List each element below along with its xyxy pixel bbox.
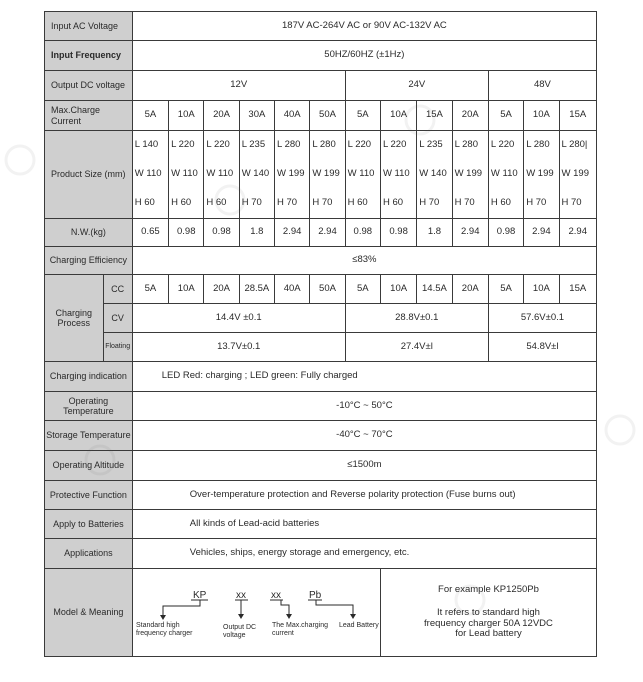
cc-cell-4: 40A	[275, 275, 310, 304]
max-current-cell-11: 10A	[524, 101, 559, 131]
max-current-cell-2: 20A	[204, 101, 239, 131]
nw-cell-4: 2.94	[275, 219, 310, 247]
size-w-cell-9: W 199	[452, 160, 488, 189]
row-protective-function	[45, 481, 597, 510]
arrow-pb	[316, 600, 353, 616]
operating-temperature-label: Operating Temperature	[45, 392, 133, 421]
size-h-cell-2: H 60	[204, 189, 239, 219]
nw-cell-7: 0.98	[380, 219, 416, 247]
applications-value: Vehicles, ships, energy storage and emergency, etc.	[132, 539, 596, 569]
nw-label: N.W.(kg)	[45, 219, 133, 247]
row-output-dc-voltage	[45, 71, 597, 101]
floating-value-12v: 13.7V±0.1	[132, 333, 345, 362]
max-current-cell-6: 5A	[345, 101, 380, 131]
input-ac-voltage-label: Input AC Voltage	[45, 12, 133, 41]
size-w-cell-3: W 140	[239, 160, 274, 189]
cv-value-24v: 28.8V±0.1	[345, 304, 488, 333]
size-w-cell-4: W 199	[275, 160, 310, 189]
code-kp: KP	[192, 590, 207, 601]
cc-cell-9: 20A	[452, 275, 488, 304]
nw-cell-12: 2.94	[559, 219, 596, 247]
max-current-cell-0: 5A	[132, 101, 168, 131]
size-h-cell-4: H 70	[275, 189, 310, 219]
size-w-cell-11: W 199	[524, 160, 559, 189]
nw-cell-8: 1.8	[417, 219, 452, 247]
model-diagram	[132, 569, 380, 657]
nw-cell-9: 2.94	[452, 219, 488, 247]
desc-standard-charger: Standard high frequency charger	[135, 622, 193, 637]
row-floating	[45, 333, 597, 362]
max-current-cell-3: 30A	[239, 101, 274, 131]
row-max-charge-current	[45, 101, 597, 131]
apply-to-batteries-value: All kinds of Lead-acid batteries	[132, 510, 596, 539]
output-voltage-48v: 48V	[488, 71, 596, 101]
row-cc	[45, 275, 597, 304]
operating-altitude-label: Operating Altitude	[45, 451, 133, 481]
nw-cell-10: 0.98	[488, 219, 523, 247]
cc-cell-7: 10A	[380, 275, 416, 304]
cc-cell-10: 5A	[488, 275, 523, 304]
row-cv	[45, 304, 597, 333]
size-h-cell-8: H 70	[417, 189, 452, 219]
row-operating-altitude	[45, 451, 597, 481]
row-size-l	[45, 131, 597, 160]
row-charging-efficiency	[45, 247, 597, 275]
row-nw	[45, 219, 597, 247]
cc-cell-8: 14.5A	[417, 275, 452, 304]
model-meaning-label: Model & Meaning	[45, 569, 133, 657]
size-h-cell-0: H 60	[132, 189, 168, 219]
row-input-ac-voltage	[45, 12, 597, 41]
output-voltage-12v: 12V	[132, 71, 345, 101]
size-h-cell-11: H 70	[524, 189, 559, 219]
size-l-cell-0: L 140	[132, 131, 168, 160]
charging-efficiency-value: ≤83%	[132, 247, 596, 275]
floating-label: Floating	[103, 333, 132, 362]
example-line-3: for Lead battery	[455, 628, 522, 640]
code-xx-1: xx	[235, 590, 246, 601]
nw-cell-11: 2.94	[524, 219, 559, 247]
row-applications	[45, 539, 597, 569]
size-l-cell-9: L 280	[452, 131, 488, 160]
row-model-meaning	[45, 569, 597, 657]
size-l-cell-11: L 280	[524, 131, 559, 160]
max-current-cell-4: 40A	[275, 101, 310, 131]
apply-to-batteries-label: Apply to Batteries	[45, 510, 133, 539]
size-l-cell-4: L 280	[275, 131, 310, 160]
storage-temperature-value: -40°C ~ 70°C	[132, 421, 596, 451]
product-size-label: Product Size (mm)	[45, 131, 133, 219]
floating-value-24v: 27.4V±l	[345, 333, 488, 362]
cc-cell-12: 15A	[559, 275, 596, 304]
size-l-cell-12: L 280|	[559, 131, 596, 160]
arrowhead-kp	[160, 615, 166, 620]
example-line-2: frequency charger 50A 12VDC	[424, 617, 553, 629]
input-ac-voltage-value: 187V AC-264V AC or 90V AC-132V AC	[132, 12, 596, 41]
nw-cell-1: 0.98	[169, 219, 204, 247]
max-current-cell-1: 10A	[169, 101, 204, 131]
max-current-cell-5: 50A	[310, 101, 345, 131]
nw-cell-3: 1.8	[239, 219, 274, 247]
desc-lead-battery: Lead Battery	[338, 622, 379, 629]
max-current-cell-7: 10A	[380, 101, 416, 131]
code-pb: Pb	[308, 590, 321, 601]
nw-cell-2: 0.98	[204, 219, 239, 247]
example-line-1: It refers to standard high	[436, 606, 540, 618]
size-w-cell-2: W 110	[204, 160, 239, 189]
size-w-cell-1: W 110	[169, 160, 204, 189]
row-charging-indication	[45, 362, 597, 392]
cv-value-12v: 14.4V ±0.1	[132, 304, 345, 333]
size-l-cell-6: L 220	[345, 131, 380, 160]
cc-cell-6: 5A	[345, 275, 380, 304]
arrowhead-xx-1	[238, 614, 244, 619]
arrow-heads	[160, 614, 356, 620]
size-w-cell-6: W 110	[345, 160, 380, 189]
max-current-cell-12: 15A	[559, 101, 596, 131]
nw-cell-6: 0.98	[345, 219, 380, 247]
cc-cell-0: 5A	[132, 275, 168, 304]
charging-process-label: Charging Process	[45, 275, 104, 362]
row-apply-to-batteries	[45, 510, 597, 539]
size-l-cell-1: L 220	[169, 131, 204, 160]
max-current-cell-9: 20A	[452, 101, 488, 131]
size-h-cell-3: H 70	[239, 189, 274, 219]
max-charge-current-label: Max.Charge Current	[45, 101, 133, 131]
desc-max-current: The Max.charging current	[271, 622, 328, 637]
applications-label: Applications	[45, 539, 133, 569]
cc-cell-5: 50A	[310, 275, 345, 304]
size-l-cell-5: L 280	[310, 131, 345, 160]
cc-label: CC	[103, 275, 132, 304]
arrow-xx-2	[281, 600, 289, 616]
charging-efficiency-label: Charging Efficiency	[45, 247, 133, 275]
nw-cell-5: 2.94	[310, 219, 345, 247]
arrowhead-pb	[350, 614, 356, 619]
input-frequency-value: 50HZ/60HZ (±1Hz)	[132, 41, 596, 71]
example-title: For example KP1250Pb	[438, 583, 539, 595]
size-h-cell-6: H 60	[345, 189, 380, 219]
size-l-cell-7: L 220	[380, 131, 416, 160]
size-w-cell-7: W 110	[380, 160, 416, 189]
cc-cell-1: 10A	[169, 275, 204, 304]
size-h-cell-10: H 60	[488, 189, 523, 219]
cc-cell-2: 20A	[204, 275, 239, 304]
model-example	[380, 569, 596, 657]
floating-value-48v: 54.8V±l	[488, 333, 596, 362]
storage-temperature-label: Storage Temperature	[45, 421, 133, 451]
size-w-cell-8: W 140	[417, 160, 452, 189]
size-l-cell-2: L 220	[204, 131, 239, 160]
protective-function-label: Protective Function	[45, 481, 133, 510]
arrow-kp	[163, 600, 200, 617]
cv-value-48v: 57.6V±0.1	[488, 304, 596, 333]
size-l-cell-10: L 220	[488, 131, 523, 160]
arrowhead-xx-2	[286, 614, 292, 619]
row-input-frequency	[45, 41, 597, 71]
row-operating-temperature	[45, 392, 597, 421]
size-l-cell-8: L 235	[417, 131, 452, 160]
nw-cell-0: 0.65	[132, 219, 168, 247]
output-dc-voltage-label: Output DC voltage	[45, 71, 133, 101]
operating-temperature-value: -10°C ~ 50°C	[132, 392, 596, 421]
operating-altitude-value: ≤1500m	[132, 451, 596, 481]
model-arrows	[163, 600, 353, 617]
size-h-cell-9: H 70	[452, 189, 488, 219]
protective-function-value: Over-temperature protection and Reverse polarity protection (Fuse burns out)	[132, 481, 596, 510]
cc-cell-3: 28.5A	[239, 275, 274, 304]
output-voltage-24v: 24V	[345, 71, 488, 101]
row-storage-temperature	[45, 421, 597, 451]
size-h-cell-1: H 60	[169, 189, 204, 219]
charging-indication-value: LED Red: charging ; LED green: Fully charged	[132, 362, 596, 392]
max-current-cell-10: 5A	[488, 101, 523, 131]
desc-output-voltage: Output DC voltage	[222, 624, 256, 639]
charging-indication-label: Charging indication	[45, 362, 133, 392]
code-xx-2: xx	[270, 590, 281, 601]
cc-cell-11: 10A	[524, 275, 559, 304]
model-diagram-svg	[133, 569, 381, 657]
size-w-cell-12: W 199	[559, 160, 596, 189]
cv-label: CV	[103, 304, 132, 333]
size-l-cell-3: L 235	[239, 131, 274, 160]
size-h-cell-12: H 70	[559, 189, 596, 219]
input-frequency-label: Input Frequency	[45, 41, 133, 71]
max-current-cell-8: 15A	[417, 101, 452, 131]
size-w-cell-5: W 199	[310, 160, 345, 189]
size-h-cell-5: H 70	[310, 189, 345, 219]
size-w-cell-0: W 110	[132, 160, 168, 189]
spec-table	[44, 11, 597, 657]
size-w-cell-10: W 110	[488, 160, 523, 189]
size-h-cell-7: H 60	[380, 189, 416, 219]
